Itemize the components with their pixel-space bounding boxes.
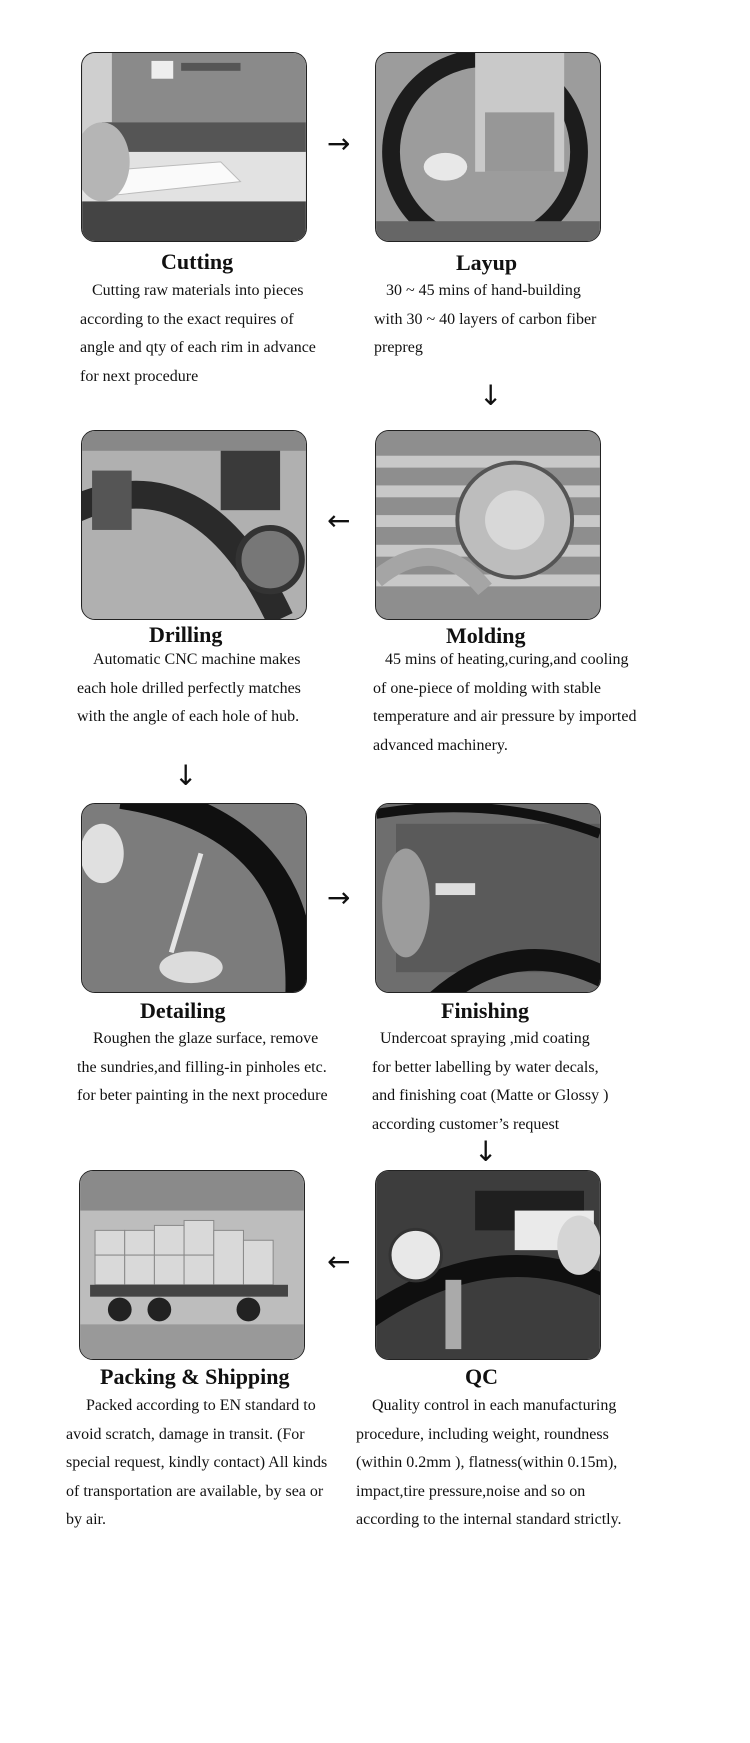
cutting-photo	[81, 52, 307, 242]
arrow-left-2: ←	[327, 1245, 351, 1278]
arrow-right-2: →	[327, 881, 351, 914]
qc-illustration	[376, 1171, 600, 1359]
molding-description: 45 mins of heating,curing,and cooling of one-piece of molding with stable temperature and air pressure by imported advanced machinery.	[373, 651, 637, 754]
detailing-photo	[81, 803, 307, 993]
drilling-illustration	[82, 431, 306, 619]
arrow-right-1: →	[327, 127, 351, 160]
qc-description: Quality control in each manufacturing procedure, including weight, roundness (within 0.2mm ), flatness(within 0.15m), impact,tire pressure,noise and so on according to the internal standard strictly.	[356, 1397, 622, 1528]
finishing-photo	[375, 803, 601, 993]
detailing-title: Detailing	[140, 998, 226, 1023]
packing-illustration	[80, 1171, 304, 1359]
molding-photo	[375, 430, 601, 620]
molding-title: Molding	[446, 623, 526, 648]
layup-illustration	[376, 53, 600, 241]
packing-title: Packing & Shipping	[100, 1364, 290, 1389]
arrow-down-3: ↓	[474, 1135, 498, 1168]
molding-illustration	[376, 431, 600, 619]
qc-photo	[375, 1170, 601, 1360]
arrow-down-2: ↓	[174, 759, 198, 792]
cutting-machine-illustration	[82, 53, 306, 241]
detailing-description: Roughen the glaze surface, remove the sundries,and filling-in pinholes etc. for beter painting in the next procedure	[77, 1030, 328, 1104]
qc-title: QC	[465, 1364, 498, 1389]
drilling-title: Drilling	[149, 622, 223, 647]
layup-title: Layup	[456, 250, 518, 275]
drilling-photo	[81, 430, 307, 620]
packing-description: Packed according to EN standard to avoid scratch, damage in transit. (For special request, kindly contact) All kinds of transportation are available, by sea or by air.	[66, 1397, 328, 1528]
cutting-description: Cutting raw materials into pieces according to the exact requires of angle and qty of each rim in advance for next procedure	[80, 282, 316, 385]
drilling-description: Automatic CNC machine makes each hole drilled perfectly matches with the angle of each hole of hub.	[77, 651, 301, 725]
cutting-title: Cutting	[161, 249, 234, 274]
finishing-illustration	[376, 804, 600, 992]
arrow-down-1: ↓	[479, 379, 503, 412]
packing-photo	[79, 1170, 305, 1360]
arrow-left-1: ←	[327, 504, 351, 537]
layup-description: 30 ~ 45 mins of hand-building with 30 ~ 40 layers of carbon fiber prepreg	[374, 282, 597, 356]
finishing-description: Undercoat spraying ,mid coating for better labelling by water decals, and finishing coat (Matte or Glossy ) according customer’s request	[372, 1030, 609, 1133]
detailing-illustration	[82, 804, 306, 992]
finishing-title: Finishing	[441, 998, 530, 1023]
layup-photo	[375, 52, 601, 242]
